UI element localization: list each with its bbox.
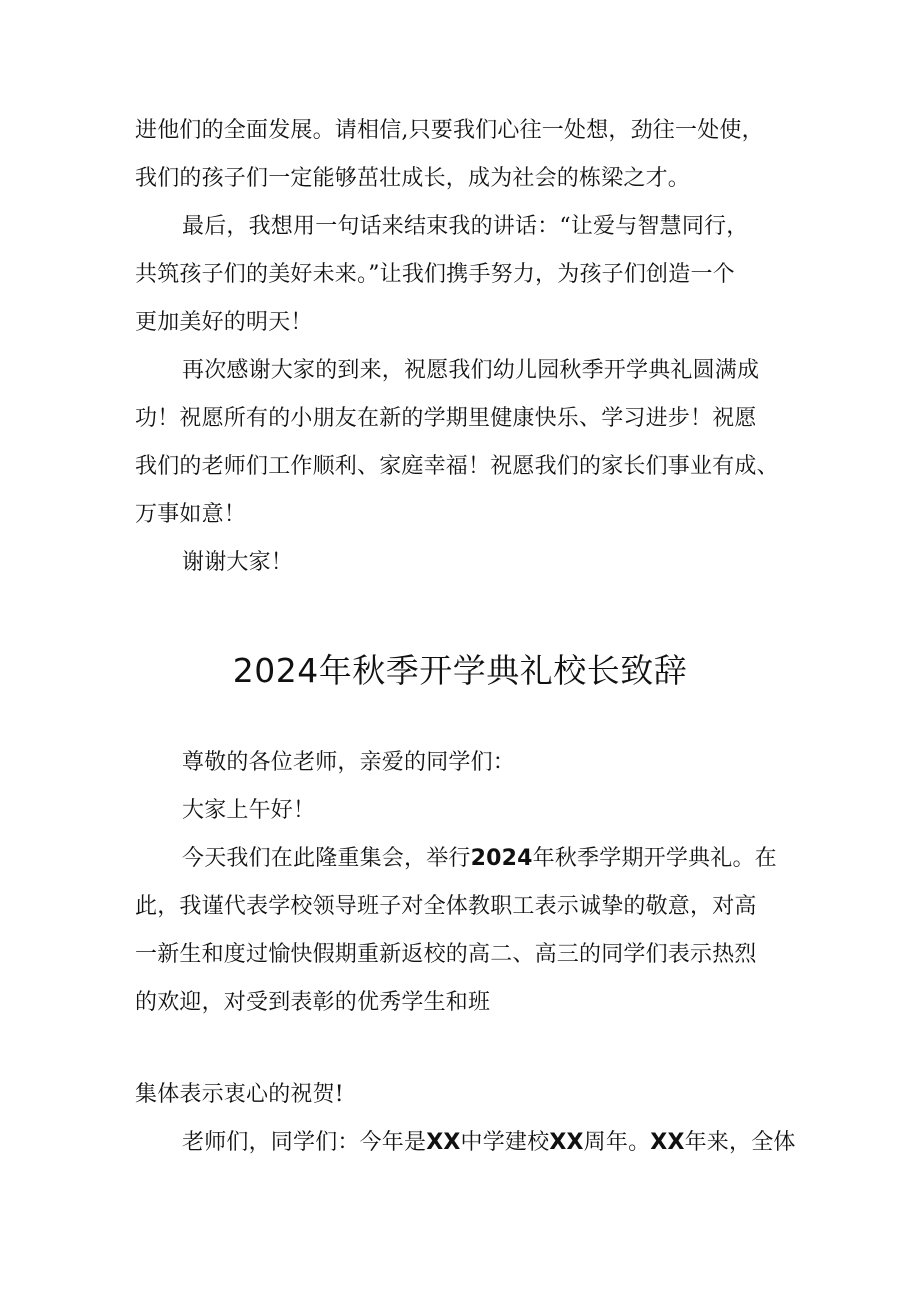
text-segment: 周年。 bbox=[583, 1130, 651, 1155]
paragraph-line: 此，我谨代表学校领导班子对全体教职工表示诚挚的敬意，对高 bbox=[135, 894, 757, 919]
paragraph-line bbox=[182, 844, 777, 874]
greeting-line: 大家上午好！ bbox=[182, 798, 316, 823]
text-segment: 今天我们在此隆重集会，举行 bbox=[182, 846, 471, 871]
text-line: 万事如意！ bbox=[135, 502, 247, 527]
text-segment: 老师们，同学们：今年是 bbox=[182, 1130, 427, 1155]
placeholder-xx: XX bbox=[426, 1130, 461, 1155]
paragraph-line: 的欢迎，对受到表彰的优秀学生和班 bbox=[135, 990, 491, 1015]
paragraph-line: 集体表示衷心的祝贺! bbox=[135, 1082, 344, 1107]
text-line: 谢谢大家！ bbox=[182, 550, 294, 575]
text-segment: 中学建校 bbox=[460, 1130, 550, 1155]
text-line: 更加美好的明天！ bbox=[135, 310, 313, 335]
text-line: 功！祝愿所有的小朋友在新的学期里健康快乐、学习进步！祝愿 bbox=[135, 406, 757, 431]
text-line: 再次感谢大家的到来，祝愿我们幼儿园秋季开学典礼圆满成 bbox=[182, 358, 760, 383]
salutation: 尊敬的各位老师，亲爱的同学们： bbox=[182, 750, 516, 775]
speech-title: 2024年秋季开学典礼校长致辞 bbox=[232, 651, 688, 690]
text-segment: 年秋季学期开学典礼。在 bbox=[532, 846, 777, 871]
text-line: 最后，我想用一句话来结束我的讲话：“让爱与智慧同行， bbox=[182, 214, 749, 239]
year-number: 2024 bbox=[470, 846, 533, 871]
placeholder-xx: XX bbox=[549, 1130, 584, 1155]
text-line: 共筑孩子们的美好未来。”让我们携手努力，为孩子们创造一个 bbox=[135, 262, 735, 287]
text-line: 进他们的全面发展。请相信,只要我们心往一处想，劲往一处使， bbox=[135, 118, 764, 143]
placeholder-xx: XX bbox=[650, 1130, 685, 1155]
text-line: 我们的孩子们一定能够茁壮成长，成为社会的栋梁之才。 bbox=[135, 166, 691, 191]
paragraph-line: 一新生和度过愉快假期重新返校的高二、高三的同学们表示热烈 bbox=[135, 942, 757, 967]
text-line: 我们的老师们工作顺利、家庭幸福！祝愿我们的家长们事业有成、 bbox=[135, 454, 779, 479]
paragraph-line bbox=[182, 1128, 796, 1158]
text-segment: 年来，全体 bbox=[684, 1130, 796, 1155]
